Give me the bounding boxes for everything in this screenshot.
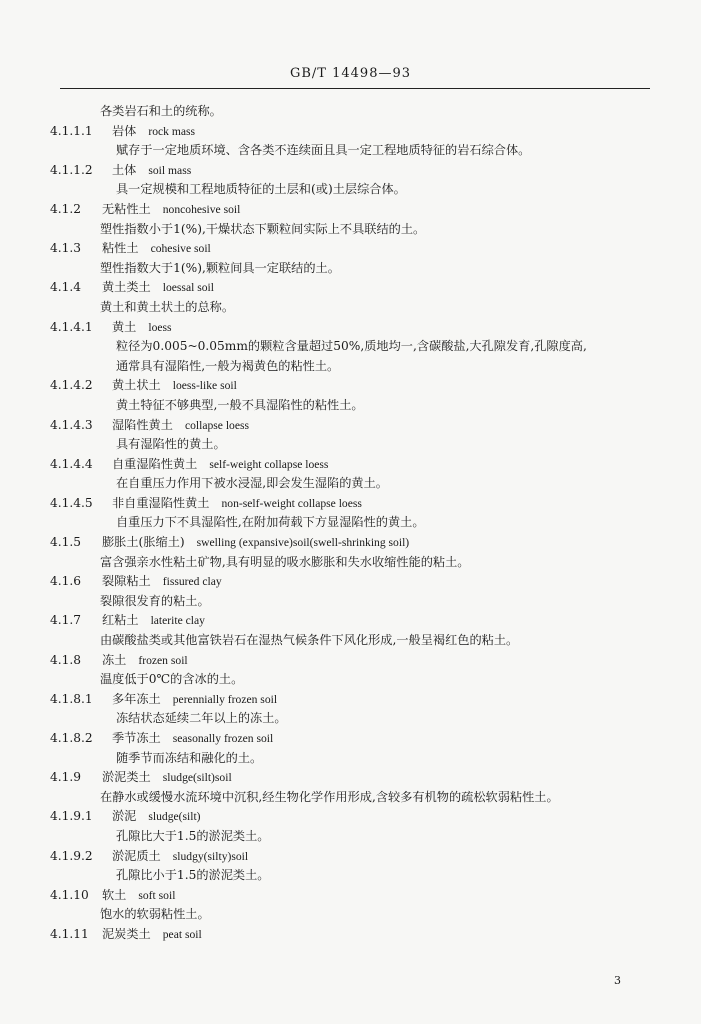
clause-number: 4.1.4.3 — [50, 417, 93, 432]
term-entry — [50, 376, 660, 396]
definition-text: 黄土特征不够典型,一般不具湿陷性的粘性土。 — [116, 397, 364, 412]
clause-number: 4.1.8 — [50, 652, 82, 667]
clause-number: 4.1.9.1 — [50, 809, 93, 824]
definition-text: 黄土和黄土状土的总称。 — [100, 299, 235, 314]
term-entry — [50, 572, 660, 592]
term-english: loess — [148, 320, 172, 334]
term-english: frozen soil — [138, 653, 188, 667]
term-chinese: 淤泥类土 — [102, 770, 151, 785]
clause-number: 4.1.3 — [50, 241, 82, 256]
term-chinese: 土体 — [112, 162, 137, 177]
document-body — [50, 102, 660, 945]
term-entry — [50, 847, 660, 867]
clause-number: 4.1.4.4 — [50, 456, 93, 471]
clause-number: 4.1.10 — [50, 887, 89, 902]
term-chinese: 黄土状土 — [112, 378, 161, 393]
definition-text: 通常具有湿陷性,一般为褐黄色的粘性土。 — [116, 358, 340, 373]
term-chinese: 泥炭类土 — [102, 926, 151, 941]
definition-text: 各类岩石和土的统称。 — [100, 104, 222, 118]
term-english: seasonally frozen soil — [172, 732, 274, 745]
definition-text: 在自重压力作用下被水浸湿,即会发生湿陷的黄土。 — [116, 476, 388, 491]
term-entry — [50, 886, 660, 906]
definition-text: 孔隙比大于1.5的淤泥类土。 — [116, 828, 270, 843]
term-english: fissured clay — [162, 575, 222, 589]
term-english: sludge(silt) — [148, 810, 201, 824]
definition-text: 饱水的软弱粘性土。 — [100, 907, 210, 922]
term-entry — [50, 455, 660, 475]
term-chinese: 粘性土 — [102, 241, 139, 256]
clause-number: 4.1.8.1 — [50, 691, 93, 706]
term-chinese: 淤泥 — [112, 809, 137, 824]
term-chinese: 无粘性土 — [102, 201, 151, 216]
term-english: noncohesive soil — [162, 202, 241, 216]
header-rule — [60, 88, 650, 89]
term-entry — [50, 239, 660, 259]
definition-text: 粒径为0.005~0.05mm的颗粒含量超过50%,质地均一,含碳酸盐,大孔隙发育,孔隙度高, — [116, 339, 587, 354]
term-entry — [50, 807, 660, 827]
clause-number: 4.1.5 — [50, 535, 82, 550]
term-chinese: 季节冻土 — [112, 731, 161, 745]
term-english: soft soil — [138, 888, 176, 902]
term-english: perennially frozen soil — [172, 692, 278, 706]
term-english: peat soil — [162, 927, 202, 941]
term-entry — [50, 200, 660, 220]
term-chinese: 自重湿陷性黄土 — [112, 456, 198, 471]
term-entry — [50, 533, 660, 553]
term-entry — [50, 161, 660, 181]
term-english: self-weight collapse loess — [209, 457, 329, 471]
definition-text: 自重压力下不具湿陷性,在附加荷载下方显湿陷性的黄土。 — [116, 515, 425, 530]
term-chinese: 膨胀土(胀缩土) — [102, 535, 185, 550]
term-chinese: 裂隙粘土 — [102, 574, 151, 589]
term-entry — [50, 318, 660, 338]
definition-text: 塑性指数大于1(%),颗粒间具一定联结的土。 — [100, 260, 340, 275]
clause-number: 4.1.8.2 — [50, 731, 93, 745]
clause-number: 4.1.2 — [50, 201, 82, 216]
term-chinese: 淤泥质土 — [112, 848, 161, 863]
definition-text: 由碳酸盐类或其他富铁岩石在湿热气候条件下风化形成,一般呈褐红色的粘土。 — [100, 633, 519, 648]
term-english: swelling (expansive)soil(swell-shrinking soil) — [196, 536, 410, 550]
term-entry — [50, 122, 660, 142]
definition-text: 富含强亲水性粘土矿物,具有明显的吸水膨胀和失水收缩性能的粘土。 — [100, 554, 470, 569]
term-english: sludgy(silty)soil — [172, 849, 249, 863]
page-number: 3 — [614, 974, 621, 987]
definition-text: 孔隙比小于1.5的淤泥类土。 — [116, 868, 270, 883]
term-english: soil mass — [148, 163, 192, 177]
definition-text: 随季节而冻结和融化的土。 — [116, 750, 263, 765]
clause-number: 4.1.7 — [50, 613, 82, 628]
definition-text: 在静水或缓慢水流环境中沉积,经生物化学作用形成,含较多有机物的疏松软弱粘性土。 — [100, 789, 559, 804]
definition-text: 温度低于0℃的含冰的土。 — [100, 672, 244, 687]
term-entry — [50, 494, 660, 514]
term-english: loessal soil — [162, 281, 214, 295]
term-chinese: 非自重湿陷性黄土 — [112, 495, 210, 510]
clause-number: 4.1.4.1 — [50, 319, 93, 334]
term-english: loess-like soil — [172, 379, 237, 393]
term-entry — [50, 729, 660, 749]
term-english: sludge(silt)soil — [162, 771, 232, 785]
clause-number: 4.1.4 — [50, 280, 82, 295]
clause-number: 4.1.6 — [50, 574, 82, 589]
definition-text: 塑性指数小于1(%),干燥状态下颗粒间实际上不具联结的土。 — [100, 221, 426, 236]
term-entry — [50, 690, 660, 710]
term-chinese: 软土 — [102, 887, 127, 902]
definition-text: 具一定规模和工程地质特征的土层和(或)土层综合体。 — [116, 182, 406, 197]
term-entry — [50, 651, 660, 671]
term-entry — [50, 925, 660, 945]
term-english: non-self-weight collapse loess — [221, 496, 362, 510]
term-english: collapse loess — [184, 418, 250, 432]
term-english: cohesive soil — [150, 242, 211, 256]
term-chinese: 红粘土 — [102, 613, 139, 628]
term-chinese: 冻土 — [102, 652, 127, 667]
clause-number: 4.1.9 — [50, 770, 82, 785]
term-chinese: 湿陷性黄土 — [112, 417, 173, 432]
term-entry — [50, 768, 660, 788]
definition-text: 赋存于一定地质环境、含各类不连续面且具一定工程地质特征的岩石综合体。 — [116, 143, 531, 158]
term-chinese: 黄土类土 — [102, 280, 151, 295]
term-chinese: 多年冻土 — [112, 691, 161, 706]
clause-number: 4.1.4.5 — [50, 495, 93, 510]
standard-code-header: GB/T 14498—93 — [289, 66, 412, 81]
clause-number: 4.1.4.2 — [50, 378, 93, 393]
clause-number: 4.1.9.2 — [50, 848, 93, 863]
term-chinese: 岩体 — [112, 123, 137, 138]
definition-text: 冻结状态延续二年以上的冻土。 — [116, 711, 287, 726]
term-entry — [50, 416, 660, 436]
clause-number: 4.1.1.1 — [50, 123, 93, 138]
term-entry — [50, 278, 660, 298]
definition-text: 裂隙很发育的粘土。 — [100, 593, 210, 608]
term-entry — [50, 611, 660, 631]
term-english: rock mass — [148, 124, 196, 138]
term-english: laterite clay — [150, 614, 205, 628]
definition-text: 具有湿陷性的黄土。 — [116, 437, 226, 452]
clause-number: 4.1.1.2 — [50, 162, 93, 177]
term-chinese: 黄土 — [112, 319, 137, 334]
clause-number: 4.1.11 — [50, 926, 89, 941]
